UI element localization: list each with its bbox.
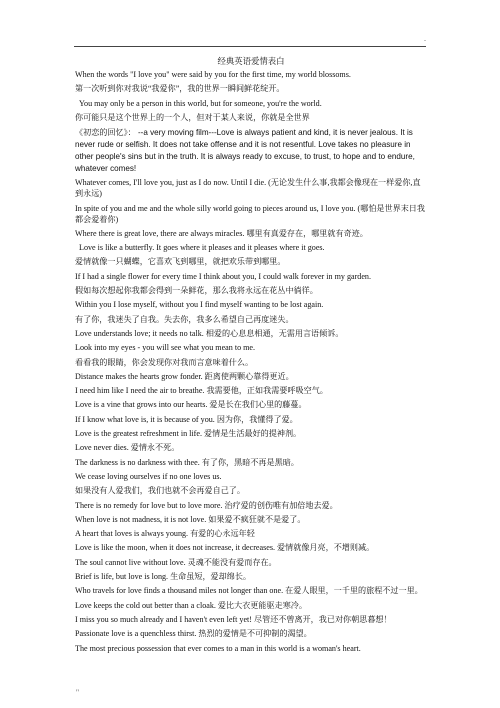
paragraph: 爱情就像一只蝴蝶，它喜欢飞到哪里，就把欢乐带到哪里。 (75, 257, 286, 267)
paragraph: Love is like the moon, when it does not increase, it decreases. 爱情就像月亮，不增则减。 (75, 543, 375, 553)
paragraph: If I had a single flower for every time I think about you, I could walk forever in my garden. (75, 271, 371, 281)
paragraph: When love is not madness, it is not love. 如果爱不疯狂就不是爱了。 (75, 514, 306, 524)
paragraph: If I know what love is, it is because of you. 因为你，我懂得了爱。 (75, 414, 298, 424)
paragraph: 如果没有人爱我们，我们也就不会再爱自己了。 (75, 486, 245, 496)
document-body (75, 57, 427, 658)
paragraph: I need him like I need the air to breathe. 我需要他，正如我需要呼吸空气。 (75, 386, 328, 396)
paragraph: Love is the greatest refreshment in life. 爱情是生活最好的提神剂。 (75, 429, 302, 439)
paragraph: The most precious possession that ever comes to a man in this world is a woman's heart. (75, 643, 361, 653)
paragraph: Passionate love is a quenchless thirst. 热烈的爱情是不可抑制的渴望。 (75, 629, 312, 639)
paragraph: Who travels for love finds a thousand miles not longer than one. 在爱人眼里，一千里的旅程不过一里。 (75, 586, 423, 596)
paragraph: The darkness is no darkness with thee. 有了你，黑暗不再是黑暗。 (75, 457, 299, 467)
paragraph: Whatever comes, I'll love you, just as I do now. Until I die. (无论发生什么事,我都会像现在一样爱你,直到永远) (75, 178, 421, 199)
paragraph: When the words "I love you" were said by you for the first time, my world blossoms. (75, 69, 351, 79)
paragraph: Love is a vine that grows into our hearts. 爱是长在我们心里的藤蔓。 (75, 400, 307, 410)
paragraph: Within you I lose myself, without you I find myself wanting to be lost again. (75, 300, 324, 310)
paragraph: In spite of you and me and the whole silly world going to pieces around us, I love you. (哪怕是世界末日我都会爱着你) (75, 203, 426, 224)
paragraph: The soul cannot live without love. 灵魂不能没有爱而存在。 (75, 557, 277, 567)
paragraph: 《初恋的回忆》： --a very moving film---Love is always patient and kind, it is never jealous. It is never rude or selfish. It does not take offense and it is not resentful. Love takes no pleasure in other people's sins but in the truth. It is always ready to excuse, to trust, to hope and to endure, whatever comes! (75, 128, 415, 174)
paragraph: There is no remedy for love but to love more. 治疗爱的创伤唯有加倍地去爱。 (75, 500, 338, 510)
paragraph: 假如每次想起你我都会得到一朵鲜花，那么我将永远在花丛中徜徉。 (75, 286, 318, 296)
paragraph: Love never dies. 爱情永不死。 (75, 443, 180, 453)
corner-mark-top: . (424, 34, 426, 43)
paragraph: 你可能只是这个世界上的一个人，但对于某人来说，你就是全世界 (75, 112, 310, 122)
paragraph: Brief is life, but love is long. 生命虽短，爱却绵长。 (75, 572, 252, 582)
header-rule (74, 46, 426, 47)
paragraph: Where there is great love, there are always miracles. 哪里有真爱存在，哪里就有奇迹。 (75, 228, 368, 238)
paragraph: Distance makes the hearts grow fonder. 距离使两颗心靠得更近。 (75, 371, 294, 381)
paragraph: A heart that loves is always young. 有爱的心永远年轻 (75, 529, 255, 539)
paragraph: 有了你，我迷失了自我。失去你，我多么希望自己再度迷失。 (75, 314, 294, 324)
paragraph: Look into my eyes - you will see what you mean to me. (75, 343, 256, 353)
paragraph: Love keeps the cold out better than a cloak. 爱比大衣更能驱走寒冷。 (75, 600, 307, 610)
corner-mark-bottom: '' (76, 688, 79, 697)
paragraph: You may only be a person in this world, but for someone, you're the world. (79, 98, 322, 108)
paragraph: Love is like a butterfly. It goes where it pleases and it pleases where it goes. (79, 243, 325, 253)
paragraph: I miss you so much already and I haven't even left yet! 尽管还不曾离开，我已对你朝思暮想！ (75, 614, 392, 624)
paragraph: Love understands love; it needs no talk. 相爱的心息息相通，无需用言语倾诉。 (75, 328, 344, 338)
paragraph: We cease loving ourselves if no one loves us. (75, 471, 222, 481)
document-title: 经典英语爱情表白 (217, 57, 285, 66)
paragraph: 第一次听到你对我说“我爱你”，我的世界一瞬间鲜花绽开。 (75, 84, 285, 94)
paragraph: 看看我的眼睛，你会发现你对我而言意味着什么。 (75, 357, 254, 367)
